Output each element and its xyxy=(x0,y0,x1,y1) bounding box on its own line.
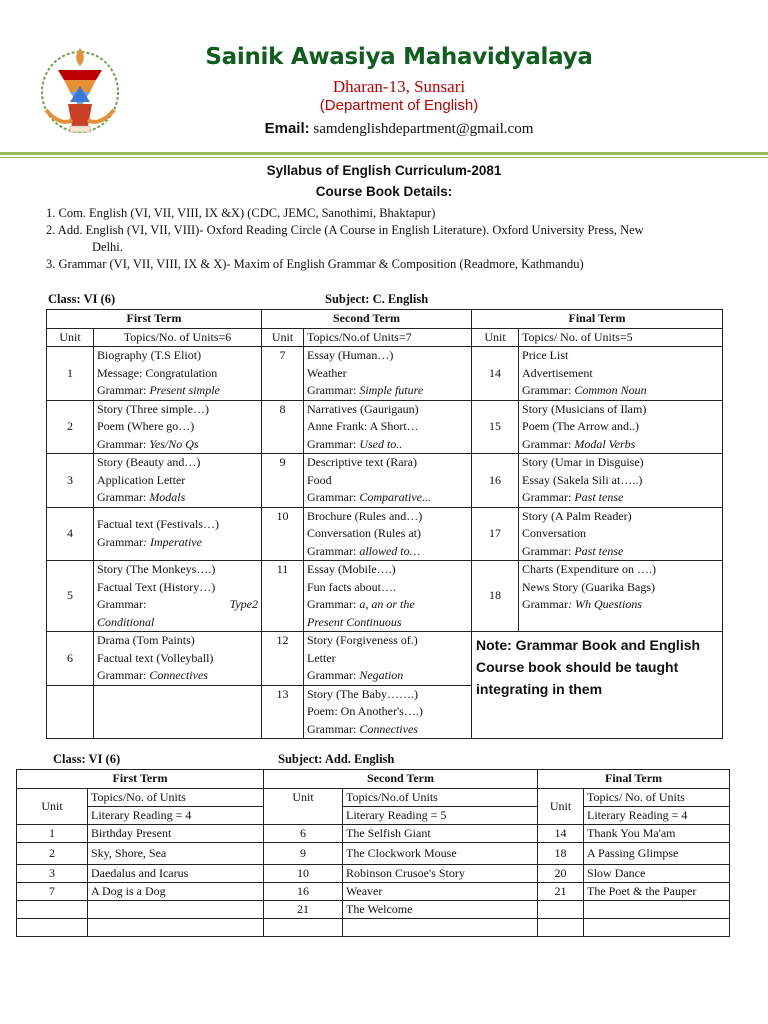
unit-number: 14 xyxy=(472,347,519,401)
department-name: (Department of English) xyxy=(319,97,479,114)
unit-number: 18 xyxy=(472,561,519,632)
table-row xyxy=(47,400,723,454)
class-label: Class: VI (6) xyxy=(53,752,121,766)
table-row: 7 A Dog is a Dog 16 Weaver 21 The Poet & the Pauper xyxy=(17,882,730,900)
topics-header: Topics/ No. of Units xyxy=(584,788,730,806)
table-row: 21 The Welcome xyxy=(17,900,730,918)
table-row xyxy=(47,507,723,561)
course-book-heading: Course Book Details: xyxy=(315,184,453,199)
table-row xyxy=(47,347,723,401)
unit-number: 1 xyxy=(47,347,94,401)
unit-header: Unit xyxy=(538,788,584,824)
term-header: Second Term xyxy=(262,310,472,329)
table-row xyxy=(47,454,723,508)
topic-cell: Story (Three simple…) Poem (Where go…) Grammar: Yes/No Qs xyxy=(94,400,262,454)
term-header: Second Term xyxy=(264,770,538,789)
table-row xyxy=(47,561,723,632)
topics-header: Topics/No.of Units=7 xyxy=(304,328,472,347)
unit-header: Unit xyxy=(262,328,304,347)
unit-number: 4 xyxy=(47,507,94,561)
email-line xyxy=(0,120,768,138)
topic-cell: Story (Musicians of Ilam) Poem (The Arrow and..) Grammar: Modal Verbs xyxy=(519,400,723,454)
topics-header: Topics/No.of Units xyxy=(343,788,538,806)
unit-number: 6 xyxy=(47,632,94,686)
topics-header: Topics/ No. of Units=5 xyxy=(519,328,723,347)
syllabus-title: Syllabus of English Curriculum-2081 xyxy=(266,163,502,178)
unit-number: 13 xyxy=(262,685,304,739)
reading-count: Literary Reading = 4 xyxy=(88,806,264,824)
book-item: 1. Com. English (VI, VII, VIII, IX &X) (CDC, JEMC, Sanothimi, Bhaktapur) xyxy=(46,206,436,220)
topic-cell: Factual text (Festivals…) Grammar: Imperative xyxy=(94,507,262,561)
college-address: Dharan-13, Sunsari xyxy=(332,77,466,96)
unit-header: Unit xyxy=(47,328,94,347)
topic-cell: Story (A Palm Reader) Conversation Grammar: Past tense xyxy=(519,507,723,561)
topic-cell: Story (Forgiveness of.) Letter Grammar: Negation xyxy=(304,632,472,686)
unit-number: 9 xyxy=(262,454,304,508)
term-header: Final Term xyxy=(538,770,730,789)
unit-header: Unit xyxy=(264,788,343,824)
unit-header: Unit xyxy=(472,328,519,347)
unit-number: 16 xyxy=(472,454,519,508)
topic-cell: Drama (Tom Paints) Factual text (Volleyball) Grammar: Connectives xyxy=(94,632,262,686)
topic-cell: Story (The Baby…….) Poem: On Another's….) Grammar: Connectives xyxy=(304,685,472,739)
unit-number: 12 xyxy=(262,632,304,686)
unit-number: 11 xyxy=(262,561,304,632)
empty-cell xyxy=(94,685,262,739)
header-rule xyxy=(0,152,768,155)
reading-count: Literary Reading = 5 xyxy=(343,806,538,824)
add-english-table xyxy=(16,769,730,937)
term-header: First Term xyxy=(47,310,262,329)
term-header: Final Term xyxy=(472,310,723,329)
topics-header: Topics/No. of Units xyxy=(88,788,264,806)
unit-number: 2 xyxy=(47,400,94,454)
subject-label: Subject: C. English xyxy=(325,292,429,306)
topic-cell: Essay (Human…) Weather Grammar: Simple future xyxy=(304,347,472,401)
topic-cell: Narratives (Gaurigaun) Anne Frank: A Short… Grammar: Used to.. xyxy=(304,400,472,454)
college-title: Sainik Awasiya Mahavidyalaya xyxy=(205,44,593,70)
class-label: Class: VI (6) xyxy=(48,292,116,306)
course-book-list xyxy=(46,205,746,273)
table-row: 3 Daedalus and Icarus 10 Robinson Crusoe's Story 20 Slow Dance xyxy=(17,864,730,882)
topic-cell: Price List Advertisement Grammar: Common Noun xyxy=(519,347,723,401)
email-label: Email: xyxy=(264,120,310,137)
unit-number: 7 xyxy=(262,347,304,401)
c-english-table xyxy=(46,309,723,739)
book-item: 2. Add. English (VI, VII, VIII)- Oxford Reading Circle (A Course in English Literature). Oxford University Press, New xyxy=(46,223,644,237)
reading-count: Literary Reading = 4 xyxy=(584,806,730,824)
term-header: First Term xyxy=(17,770,264,789)
unit-number: 8 xyxy=(262,400,304,454)
topic-cell: Charts (Expenditure on ….) News Story (Guarika Bags) Grammar: Wh Questions xyxy=(519,561,723,632)
topic-cell: Story (The Monkeys….) Factual Text (History…) Grammar: Type2 Conditional xyxy=(94,561,262,632)
topics-header: Topics/No. of Units=6 xyxy=(94,328,262,347)
topic-cell: Story (Umar in Disguise) Essay (Sakela Sili at…..) Grammar: Past tense xyxy=(519,454,723,508)
grammar-note: Note: Grammar Book and English Course book should be taught integrating in them xyxy=(472,632,723,739)
topic-cell: Brochure (Rules and…) Conversation (Rules at) Grammar: allowed to… xyxy=(304,507,472,561)
table-row xyxy=(47,632,723,686)
topic-cell: Story (Beauty and…) Application Letter Grammar: Modals xyxy=(94,454,262,508)
unit-number: 5 xyxy=(47,561,94,632)
topic-cell: Descriptive text (Rara) Food Grammar: Comparative... xyxy=(304,454,472,508)
unit-number: 17 xyxy=(472,507,519,561)
header-rule-thin xyxy=(0,157,768,158)
unit-number: 15 xyxy=(472,400,519,454)
email-address[interactable]: samdenglishdepartment@gmail.com xyxy=(313,121,534,137)
empty-cell xyxy=(47,685,94,739)
table-row xyxy=(17,918,730,936)
table-row: 1 Birthday Present 6 The Selfish Giant 14 Thank You Ma'am xyxy=(17,824,730,842)
table-row: 2 Sky, Shore, Sea 9 The Clockwork Mouse 18 A Passing Glimpse xyxy=(17,842,730,864)
book-item: 3. Grammar (VI, VII, VIII, IX & X)- Maxim of English Grammar & Composition (Readmore, Kathmandu) xyxy=(46,257,584,271)
topic-cell: Biography (T.S Eliot) Message: Congratulation Grammar: Present simple xyxy=(94,347,262,401)
unit-number: 3 xyxy=(47,454,94,508)
unit-number: 10 xyxy=(262,507,304,561)
topic-cell: Essay (Mobile….) Fun facts about…. Grammar: a, an or the Present Continuous xyxy=(304,561,472,632)
subject-label: Subject: Add. English xyxy=(278,752,395,766)
book-item-continued: Delhi. xyxy=(92,240,123,254)
unit-header: Unit xyxy=(17,788,88,824)
